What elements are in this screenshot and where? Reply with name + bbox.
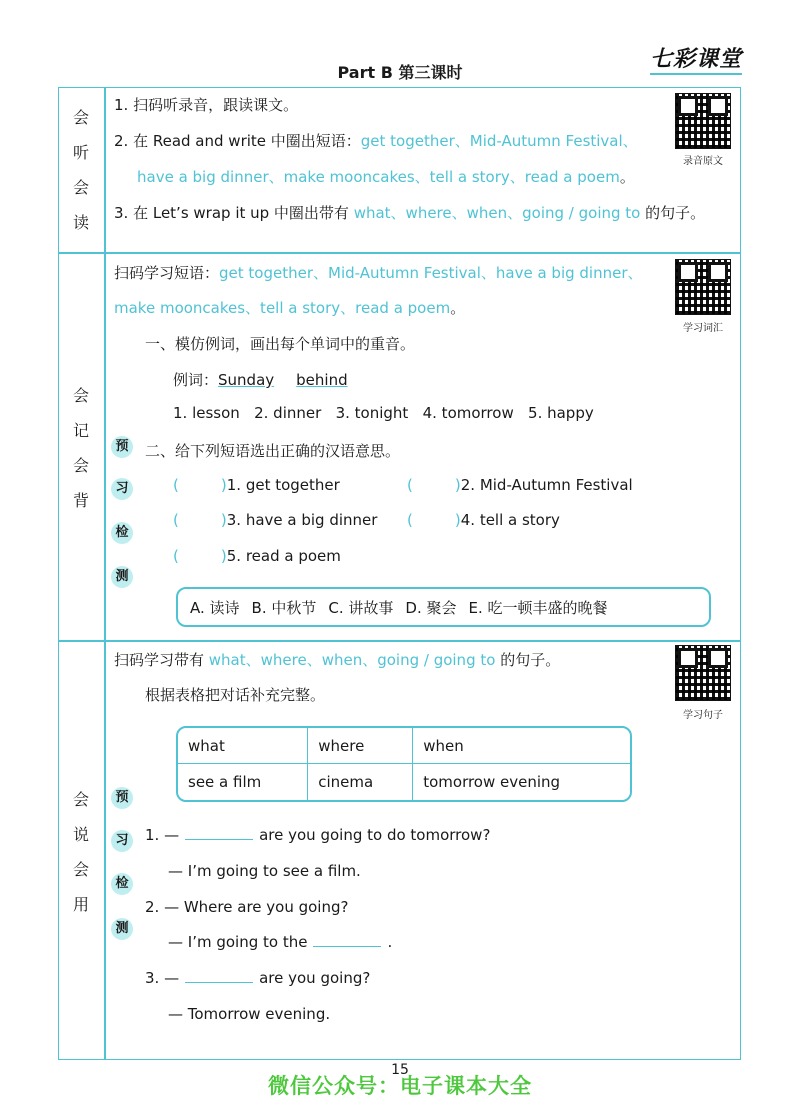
section-divider — [58, 252, 741, 254]
stress-word-list: 1. lesson 2. dinner 3. tonight 4. tomorrow 5. happy — [173, 404, 594, 422]
table-cell: tomorrow evening — [423, 773, 561, 791]
dialog-q1: 1. — are you going to do tomorrow? — [145, 826, 491, 844]
side-divider — [104, 87, 106, 1060]
match-item-3[interactable]: ( )3. have a big dinner — [173, 511, 378, 529]
fill-blank[interactable] — [185, 969, 253, 983]
preview-badge: 测 — [111, 918, 133, 940]
footer-watermark: 微信公众号：电子课本大全 — [268, 1074, 532, 1098]
qr-label: 学习句子 — [683, 710, 723, 721]
table-header: what — [178, 728, 308, 764]
option: C. 讲故事 — [328, 599, 394, 617]
preview-badge: 习 — [111, 830, 133, 852]
listen-line-3: have a big dinner、make mooncakes、tell a story、read a poem。 — [137, 168, 635, 186]
preview-badge: 预 — [111, 787, 133, 809]
table-header: where — [308, 728, 413, 764]
dialog-q2: 2. — Where are you going? — [145, 898, 349, 916]
fill-blank[interactable] — [313, 933, 381, 947]
qr-label: 录音原文 — [683, 156, 723, 167]
table-cell: cinema — [308, 764, 413, 800]
brand-logo: 七彩课堂 — [650, 42, 742, 73]
option: D. 聚会 — [405, 599, 457, 617]
qr-code-sentences[interactable] — [675, 645, 731, 701]
preview-badge: 检 — [111, 522, 133, 544]
listen-line-1: 1. 扫码听录音，跟读课文。 — [114, 96, 299, 114]
preview-badge: 测 — [111, 566, 133, 588]
task-heading-match: 二、给下列短语选出正确的汉语意思。 — [145, 442, 401, 460]
fill-blank[interactable] — [185, 826, 253, 840]
option: E. 吃一顿丰盛的晚餐 — [468, 599, 608, 617]
preview-badge: 习 — [111, 478, 133, 500]
memorize-intro-2: make mooncakes、tell a story、read a poem。 — [114, 299, 466, 317]
option: B. 中秋节 — [251, 599, 317, 617]
preview-badge: 检 — [111, 873, 133, 895]
example-words: 例词：Sunday behind — [173, 371, 348, 389]
listen-line-2: 2. 在 Read and write 中圈出短语：get together、Mid-Autumn Festival、 — [114, 132, 638, 150]
table-header: when — [413, 728, 630, 764]
task-heading-dialog: 根据表格把对话补充完整。 — [145, 686, 326, 704]
qr-code-vocabulary[interactable] — [675, 259, 731, 315]
table-cell: see a film — [178, 764, 308, 800]
dialog-a3: — Tomorrow evening. — [168, 1005, 331, 1023]
dialog-q3: 3. — are you going? — [145, 969, 371, 987]
match-item-5[interactable]: ( )5. read a poem — [173, 547, 341, 565]
match-item-1[interactable]: ( )1. get together — [173, 476, 340, 494]
match-item-2[interactable]: ( )2. Mid-Autumn Festival — [407, 476, 633, 494]
option: A. 读诗 — [190, 599, 240, 617]
listen-line-4: 3. 在 Let’s wrap it up 中圈出带有 what、where、when、going / going to 的句子。 — [114, 204, 706, 222]
speak-intro: 扫码学习带有 what、where、when、going / going to 的句子。 — [114, 651, 561, 669]
side-label-memorize: 会 记 会 背 — [72, 386, 89, 510]
match-item-4[interactable]: ( )4. tell a story — [407, 511, 560, 529]
qr-label: 学习词汇 — [683, 323, 723, 334]
qr-code-recording[interactable] — [675, 93, 731, 149]
info-table — [176, 726, 632, 802]
dialog-a1: — I’m going to see a film. — [168, 862, 361, 880]
side-label-speak: 会 说 会 用 — [72, 790, 89, 914]
dialog-a2: — I’m going to the . — [168, 933, 393, 951]
task-heading-stress: 一、模仿例词，画出每个单词中的重音。 — [145, 335, 416, 353]
preview-badge: 预 — [111, 436, 133, 458]
section-divider — [58, 640, 741, 642]
memorize-intro: 扫码学习短语：get together、Mid-Autumn Festival、have a big dinner、 — [114, 264, 643, 282]
side-label-listen: 会 听 会 读 — [72, 108, 89, 232]
page-number: 15 — [391, 1062, 409, 1078]
answer-options-box — [176, 587, 711, 627]
page-title: Part B 第三课时 — [337, 63, 463, 82]
